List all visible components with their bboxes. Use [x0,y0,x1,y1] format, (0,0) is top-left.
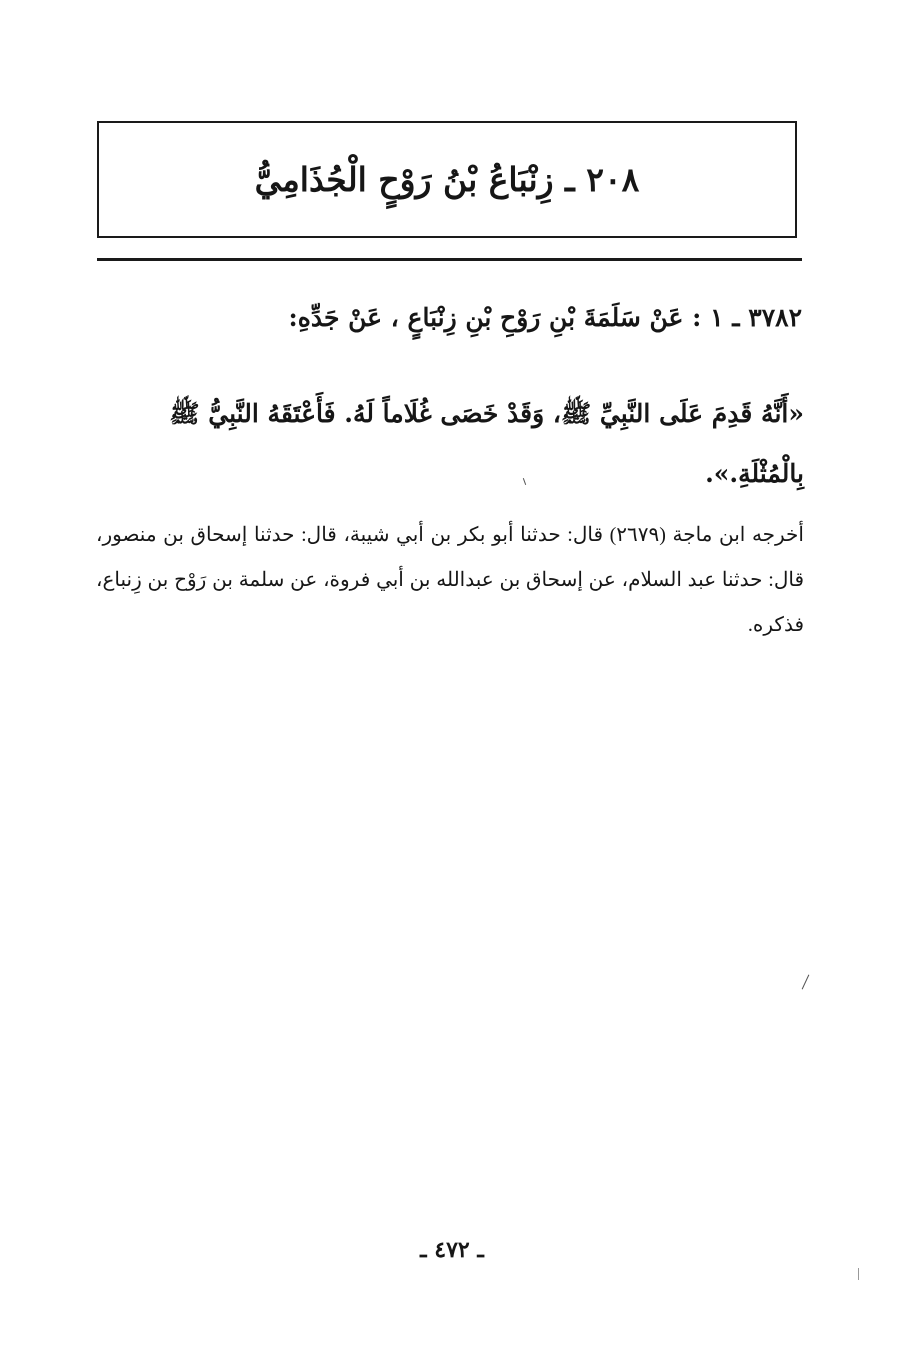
scan-speck [858,1268,859,1280]
title-divider [97,258,802,261]
page-number: ـ ٤٧٢ ـ [420,1237,484,1263]
hadith-text: «أَنَّهُ قَدِمَ عَلَى النَّبِيِّ ﷺ، وَقَدْ خَصَى غُلَاماً لَهُ. فَأَعْتَقَهُ النَّبِيُّ ﷺ بِالْمُثْلَةِ.». [169,399,804,488]
chapter-title-box [97,121,797,238]
chapter-title: ٢٠٨ ـ زِنْبَاعُ بْنُ رَوْحٍ الْجُذَامِيُّ [254,160,640,199]
takhrij-paragraph: أخرجه ابن ماجة (٢٦٧٩) قال: حدثنا أبو بكر بن أبي شيبة، قال: حدثنا إسحاق بن منصور، قال: حدثنا عبد السلام، عن إسحاق بن عبدالله بن أبي فروة، عن سلمة بن رَوْح بن زِنباع، فذكره. [96,524,804,636]
hadith-heading: ٣٧٨٢ ـ ١ : عَنْ سَلَمَةَ بْنِ رَوْحِ بْنِ زِنْبَاعٍ ، عَنْ جَدِّهِ: [288,303,802,332]
scan-speck [802,975,810,990]
